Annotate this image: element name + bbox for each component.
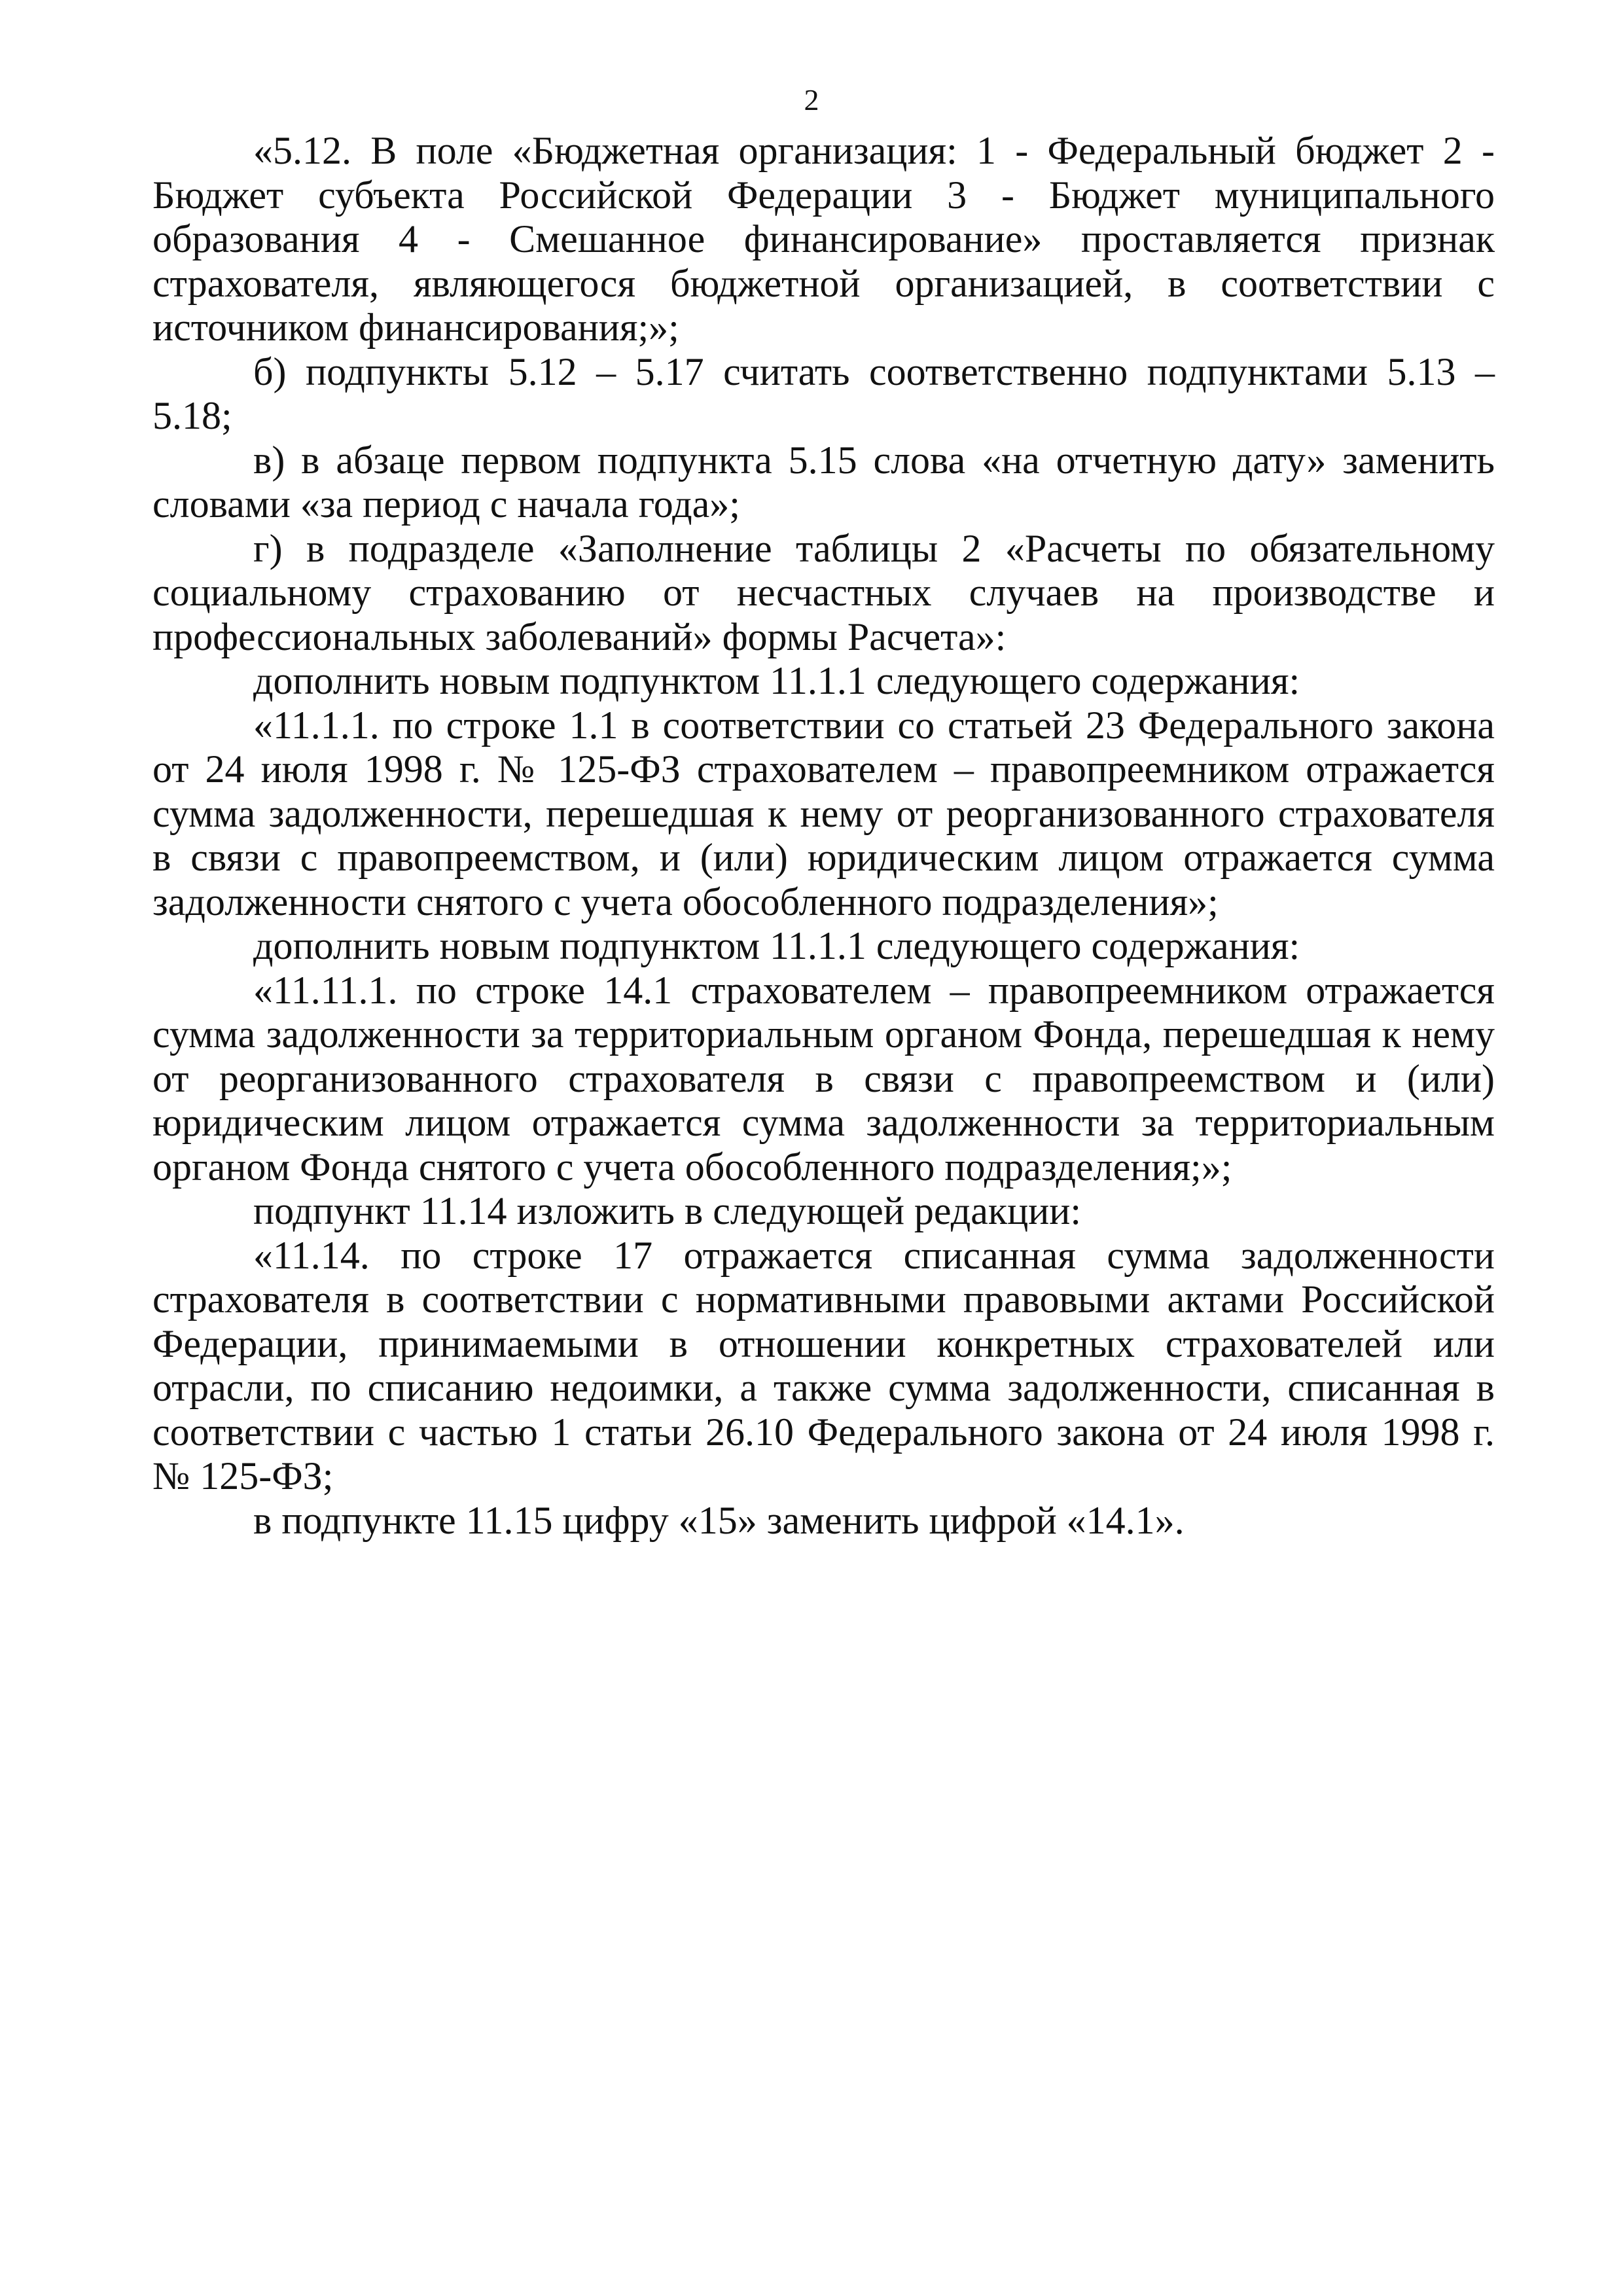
paragraph-add-11-1-1: дополнить новым подпунктом 11.1.1 следующего содержания: <box>253 659 1300 702</box>
paragraph-11-14-edit: подпункт 11.14 изложить в следующей редакции: <box>253 1189 1082 1232</box>
document-body <box>152 129 1495 1543</box>
paragraph-11-14-text: «11.14. по строке 17 отражается списанная сумма задолженности страхователя в соответствии с нормативными правовыми актами Российской Федерации, принимаемыми в отношении конкретных страхователей или отрасли, по списанию недоимки, а также сумма задолженности, списанная в соответствии с частью 1 статьи 26.10 Федерального закона от 24 июля 1998 г. № 125-ФЗ; <box>152 1233 1495 1498</box>
paragraph-v-replace-words: в) в абзаце первом подпункта 5.15 слова «на отчетную дату» заменить словами «за период с начала года»; <box>152 438 1495 526</box>
paragraph-11-15-replace: в подпункте 11.15 цифру «15» заменить цифрой «14.1». <box>253 1498 1185 1542</box>
paragraph-11-11-1-text: «11.11.1. по строке 14.1 страхователем – правопреемником отражается сумма задолженности за территориальным органом Фонда, перешедшая к нему от реорганизованного страхователя в связи с правопреемством и (или) юридическим лицом отражается сумма задолженности за территориальным органом Фонда снятого с учета обособленного подразделения;»; <box>152 968 1495 1189</box>
paragraph-11-1-1-text: «11.1.1. по строке 1.1 в соответствии со статьей 23 Федерального закона от 24 июля 1998 г. № 125-ФЗ страхователем – правопреемником отражается сумма задолженности, перешедшая к нему от реорганизованного страхователя в связи с правопреемством, и (или) юридическим лицом отражается сумма задолженности снятого с учета обособленного подразделения»; <box>152 703 1495 924</box>
paragraph-5-12-text: «5.12. В поле «Бюджетная организация: 1 - Федеральный бюджет 2 - Бюджет субъекта Российской Федерации 3 - Бюджет муниципального образования 4 - Смешанное финансирование» проставляется признак страхователя, являющегося бюджетной организацией, в соответствии с источником финансирования;»; <box>152 129 1495 349</box>
page-number: 2 <box>804 83 819 117</box>
paragraph-b-renumber: б) подпункты 5.12 – 5.17 считать соответственно подпунктами 5.13 – 5.18; <box>152 350 1495 437</box>
paragraph-g-subsection: г) в подразделе «Заполнение таблицы 2 «Расчеты по обязательному социальному страхованию от несчастных случаев на производстве и профессиональных заболеваний» формы Расчета»: <box>152 526 1495 658</box>
paragraph-add-11-1-1-second: дополнить новым подпунктом 11.1.1 следующего содержания: <box>253 924 1300 967</box>
